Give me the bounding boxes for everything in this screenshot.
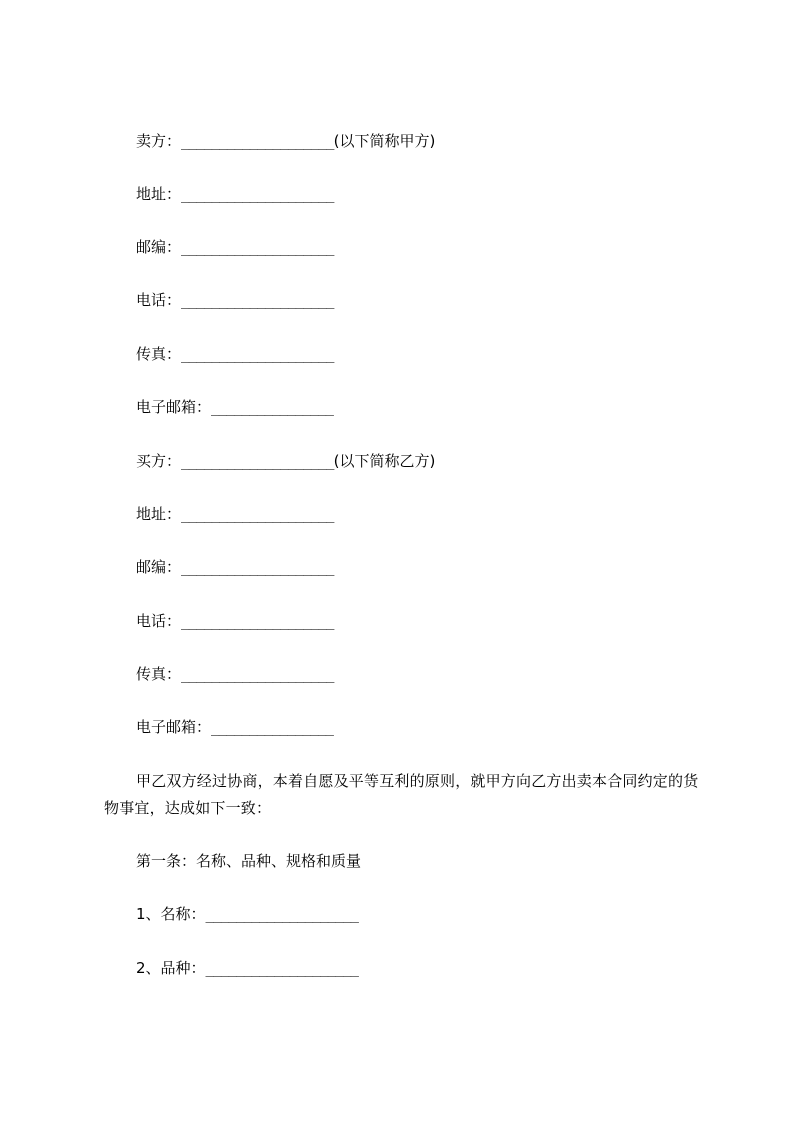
article1-item-name-blank[interactable]: ____________________ <box>205 907 359 923</box>
seller-fax-blank[interactable]: ____________________ <box>181 347 334 363</box>
seller-address-blank[interactable]: ____________________ <box>181 187 334 203</box>
seller-address-line <box>136 184 334 205</box>
seller-label: 卖方： <box>136 132 182 150</box>
seller-fax-label: 传真： <box>136 345 182 363</box>
buyer-email-blank[interactable]: ________________ <box>211 720 334 736</box>
buyer-postcode-blank[interactable]: ____________________ <box>181 560 334 576</box>
buyer-label: 买方： <box>136 452 182 470</box>
buyer-name-blank[interactable]: ____________________ <box>181 454 334 470</box>
buyer-address-blank[interactable]: ____________________ <box>181 507 334 523</box>
seller-phone-label: 电话： <box>136 291 182 309</box>
buyer-postcode-line <box>136 557 334 578</box>
seller-email-line <box>136 397 333 418</box>
seller-line <box>136 131 435 152</box>
seller-address-label: 地址： <box>136 185 182 203</box>
buyer-suffix: (以下简称乙方) <box>333 452 436 470</box>
article1-item-variety-blank[interactable]: ____________________ <box>205 961 359 977</box>
article1-item-name-line <box>136 904 358 925</box>
article1-item-variety-label: 2、品种： <box>136 959 206 977</box>
seller-suffix: (以下简称甲方) <box>333 132 436 150</box>
buyer-fax-line <box>136 664 334 685</box>
intro-paragraph: 甲乙双方经过协商，本着自愿及平等互利的原则，就甲方向乙方出卖本合同约定的货物事宜，达成如下一致： <box>104 772 699 817</box>
seller-postcode-blank[interactable]: ____________________ <box>181 240 334 256</box>
buyer-email-label: 电子邮箱： <box>136 718 212 736</box>
buyer-phone-line <box>136 611 334 632</box>
seller-email-label: 电子邮箱： <box>136 398 212 416</box>
seller-postcode-line <box>136 237 334 258</box>
seller-email-blank[interactable]: ________________ <box>211 400 334 416</box>
article1-item-variety-line <box>136 958 358 979</box>
buyer-fax-blank[interactable]: ____________________ <box>181 667 334 683</box>
buyer-fax-label: 传真： <box>136 665 182 683</box>
seller-name-blank[interactable]: ____________________ <box>181 134 334 150</box>
article1-item-name-label: 1、名称： <box>136 905 206 923</box>
buyer-line <box>136 451 435 472</box>
seller-postcode-label: 邮编： <box>136 238 182 256</box>
buyer-postcode-label: 邮编： <box>136 558 182 576</box>
buyer-address-label: 地址： <box>136 505 182 523</box>
buyer-phone-blank[interactable]: ____________________ <box>181 614 334 630</box>
seller-fax-line <box>136 344 334 365</box>
article1-title: 第一条：名称、品种、规格和质量 <box>136 852 362 870</box>
seller-phone-line <box>136 290 334 311</box>
seller-phone-blank[interactable]: ____________________ <box>181 293 334 309</box>
buyer-phone-label: 电话： <box>136 612 182 630</box>
buyer-email-line <box>136 717 333 738</box>
buyer-address-line <box>136 504 334 525</box>
